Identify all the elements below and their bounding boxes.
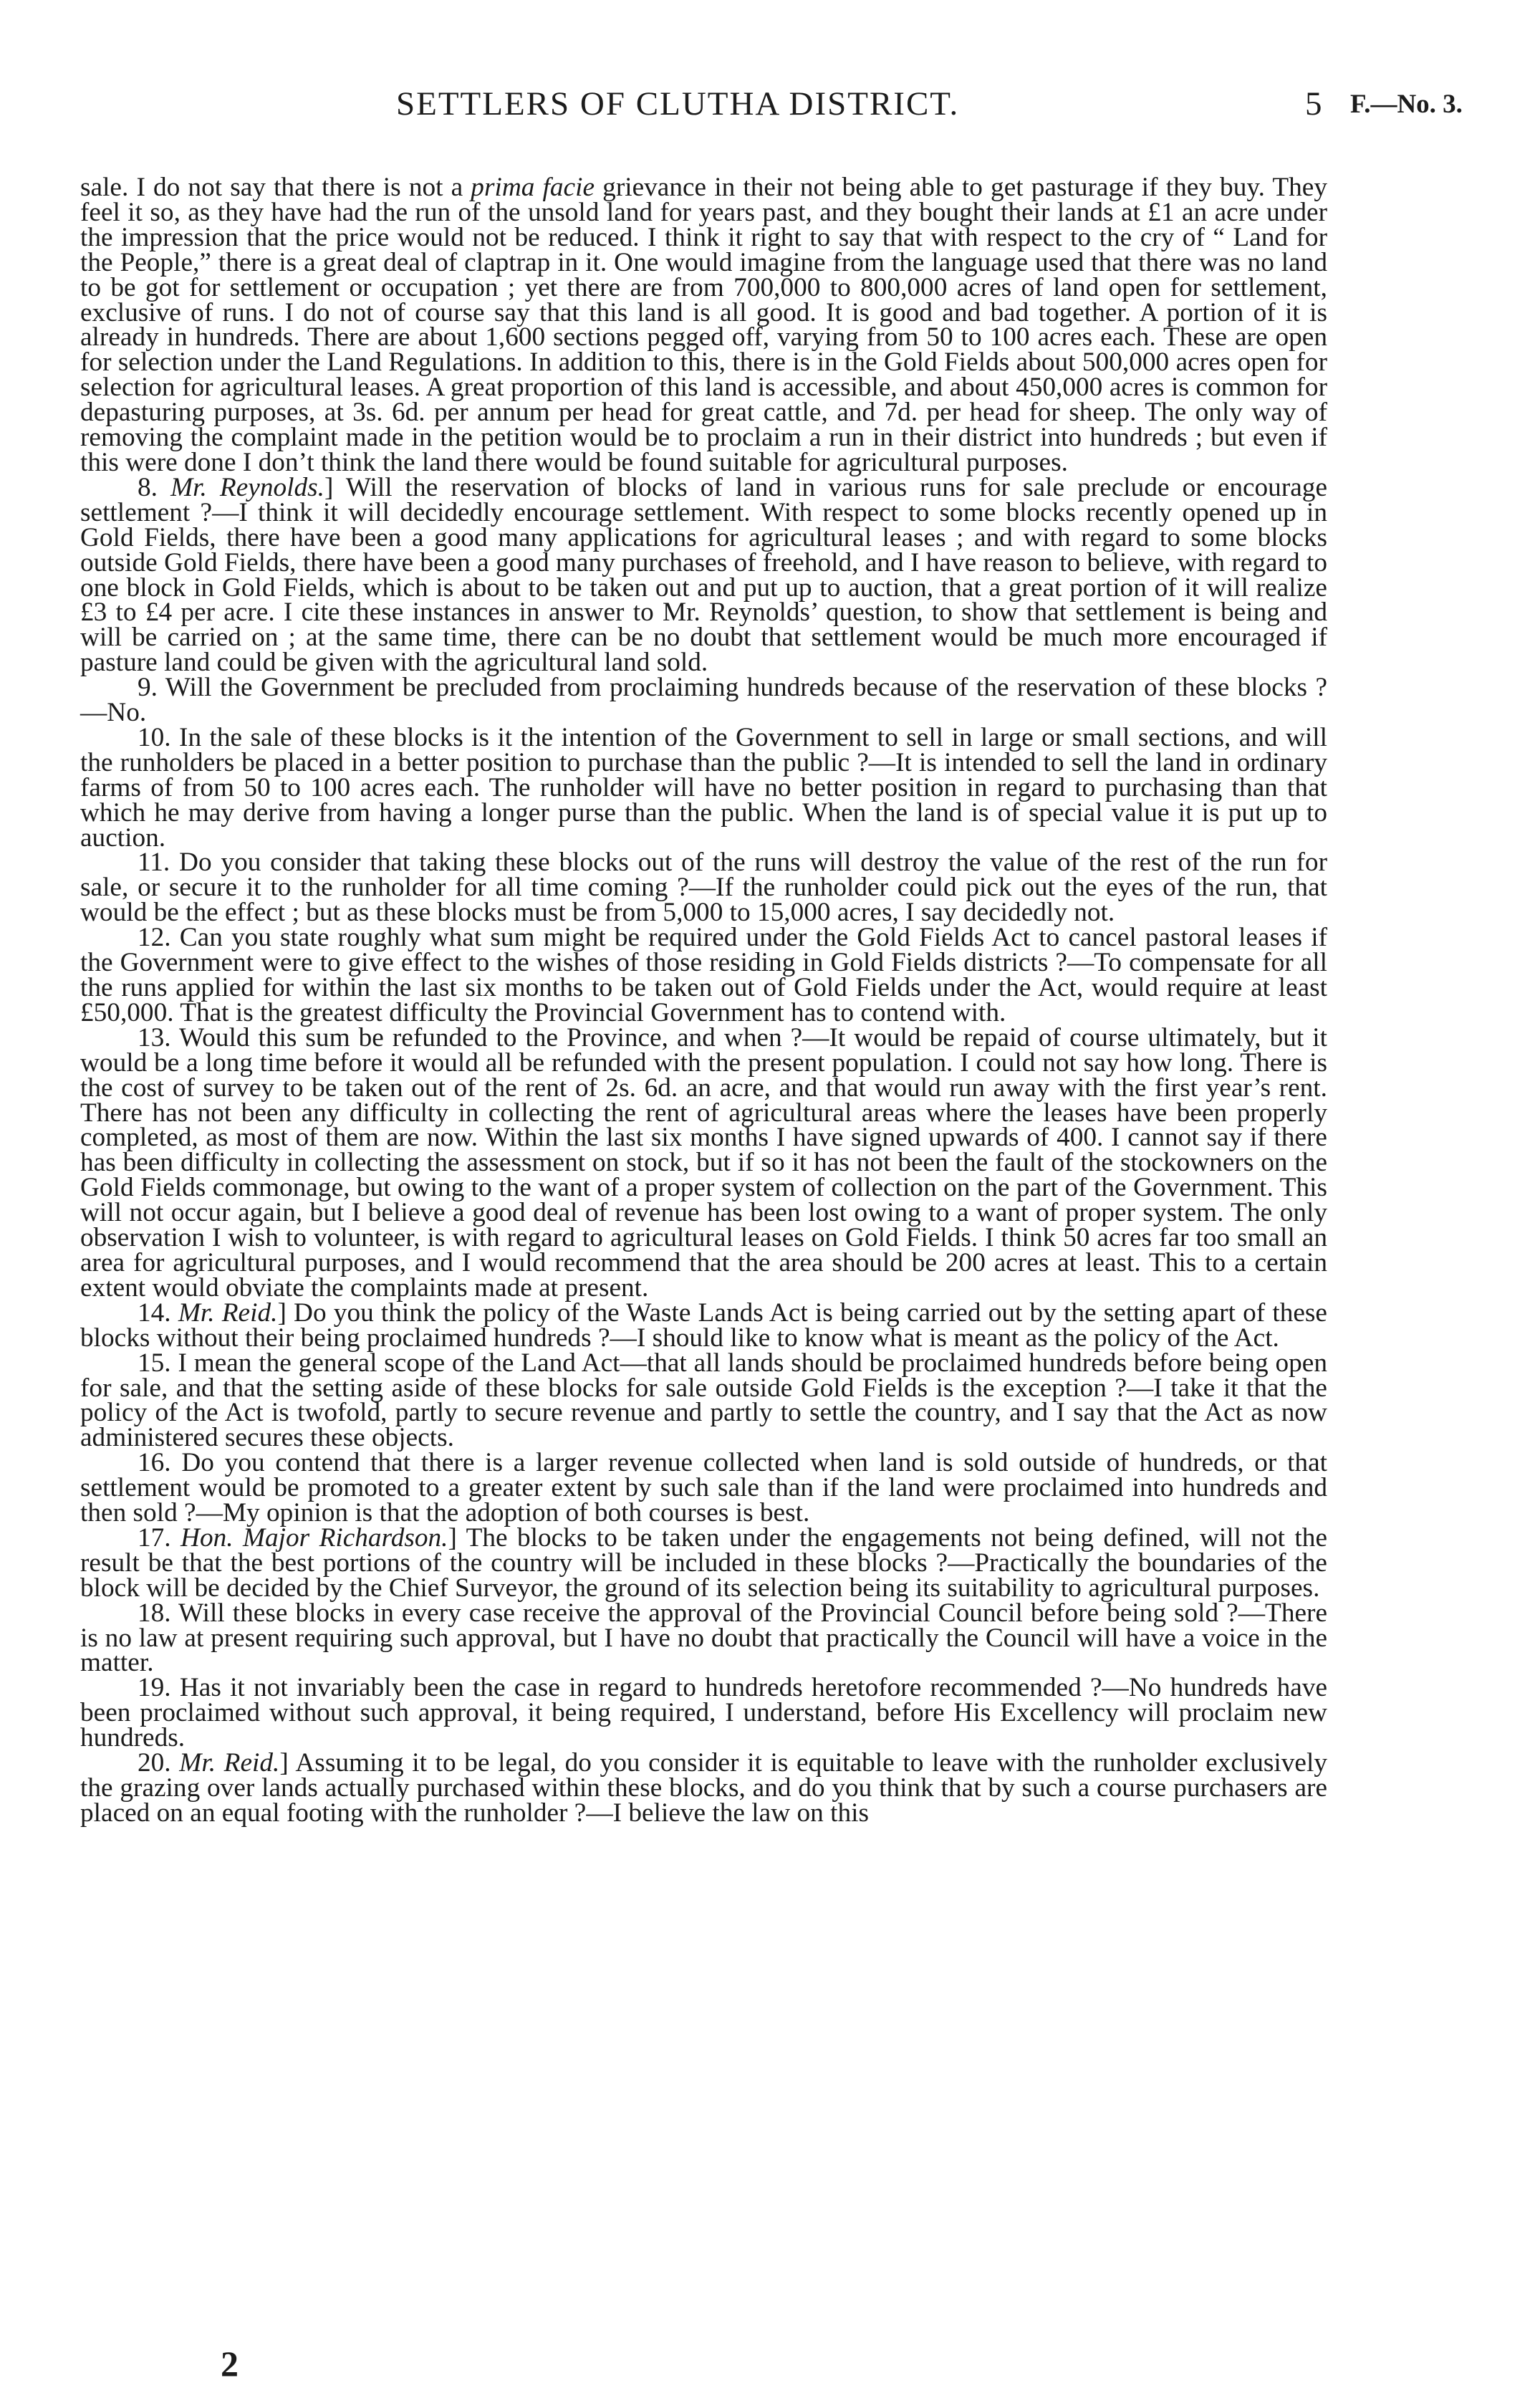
speaker-name: Mr. Reid.: [178, 1298, 278, 1328]
paragraph-text: 11. Do you consider that taking these blocks out of the runs will destroy the value of the rest of the run for sale, or secure it to the runholder for all time coming ?—If the runholder could pick out the eyes of the run, that would be the effect ; but as these blocks must be from 5,000 to 15,000 acres, I say decidedly not.: [80, 848, 1327, 928]
paragraph-text: 16. Do you contend that there is a larger revenue collected when land is sold outside of hundreds, or that settlement would be promoted to a greater extent by such sale than if the land were proclaimed into hundreds and then sold ?—My opinion is that the adoption of both courses is best.: [80, 1448, 1327, 1528]
paragraph-text: sale. I do not say that there is not a: [80, 173, 471, 202]
paragraph-text: 14.: [138, 1298, 178, 1328]
paper-reference: F.—No. 3.: [1350, 90, 1463, 119]
paragraph-text: 13. Would this sum be refunded to the Province, and when ?—It would be repaid of course ultimately, but it would be a long time before it would all be refunded with the present population. I could not say how long. There is the cost of survey to be taken out of the rent of 2s. 6d. an acre, and that would run away with the first year’s rent. There has not been any difficulty in collecting the rent of agricultural areas where the leases have been properly completed, as most of them are now. Within the last six months I have signed upwards of 400. I cannot say if there has been difficulty in collecting the assessment on stock, but if so it has not been the fault of the stockowners on the Gold Fields commonage, but owing to the want of a proper system of collection on the part of the Government. This will not occur again, but I believe a good deal of revenue has been lost owing to a want of proper system. The only observation I wish to volunteer, is with regard to agricultural leases on Gold Fields. I think 50 acres far too small an area for agricultural purposes, and I would recommend that the area should be 200 acres at least. This to a certain extent would obviate the complaints made at present.: [80, 1022, 1327, 1303]
paragraph-text: 8.: [138, 472, 171, 502]
paragraph-text: 17.: [138, 1522, 181, 1553]
paragraph-text: ] Do you think the policy of the Waste Lands Act is being carried out by the setting apart of these blocks without their being proclaimed hundreds ?—I should like to know what is meant as the policy of the Act.: [80, 1298, 1327, 1353]
paragraph-text: 10. In the sale of these blocks is it the intention of the Government to sell in large or small sections, and will the runholders be placed in a better position to purchase than the public ?—It is intended to sell the land in ordinary farms of from 50 to 100 acres each. The runholder will have no better position in regard to purchasing than that which he may derive from having a longer purse than the public. When the land is of special value it is put up to auction.: [80, 722, 1327, 853]
paragraph: [80, 472, 1327, 678]
paragraph: [80, 722, 1327, 853]
paragraph-text: 19. Has it not invariably been the case in regard to hundreds heretofore recommended ?—No hundreds have been proclaimed without such approval, it being required, I understand, before His Excellency will proclaim new hundreds.: [80, 1673, 1327, 1753]
paragraph: [80, 1448, 1327, 1528]
paragraph: [80, 1348, 1327, 1453]
running-title: SETTLERS OF CLUTHA DISTRICT.: [396, 85, 960, 123]
speaker-name: Hon. Major Richardson.: [181, 1522, 448, 1553]
paragraph-text: 9. Will the Government be precluded from proclaiming hundreds because of the reservation of these blocks ?—No.: [80, 673, 1327, 728]
paragraph: [80, 173, 1327, 477]
body-text: [80, 173, 1327, 1828]
paragraph-text: ] Assuming it to be legal, do you consider it is equitable to leave with the runholder exclusively the grazing over lands actually purchased within these blocks, and do you think that by such a course purchasers are placed on an equal footing with the runholder ?—I believe the law on this: [80, 1748, 1327, 1828]
paragraph: [80, 1673, 1327, 1753]
paragraph: [80, 1298, 1327, 1353]
paragraph: [80, 850, 1327, 926]
page-header: [0, 85, 1540, 135]
paragraph-text: ] The blocks to be taken under the engagements not being defined, will not the result be that the best portions of the country will be included in these blocks ?—Practically the boundaries of the block will be decided by the Chief Surveyor, the ground of its selection being its suitability to agricultural purposes.: [80, 1522, 1327, 1603]
speaker-name: Mr. Reynolds.: [170, 472, 324, 502]
page-number: 5: [1305, 85, 1322, 123]
paragraph-text: 18. Will these blocks in every case receive the approval of the Provincial Council before being sold ?—There is no law at present requiring such approval, but I have no doubt that practically the Council will have a voice in the matter.: [80, 1598, 1327, 1678]
paragraph: [80, 923, 1327, 1027]
paragraph: [80, 1522, 1327, 1603]
paragraph-text: ] Will the reservation of blocks of land in various runs for sale preclude or encourage settlement ?—I think it will decidedly encourage settlement. With respect to some blocks recently opened up in Gold Fields, there have been a good many applications for agricultural leases ; and with regard to some blocks outside Gold Fields, there have been a good many purchases of freehold, and I have reason to believe, with regard to one block in Gold Fields, which is about to be taken out and put up to auction, that a great portion of it will realize £3 to £4 per acre. I cite these instances in answer to Mr. Reynolds’ question, to show that settlement is being and will be carried on ; at the same time, there can be no doubt that settlement would be much more encouraged if pasture land could be given with the agricultural land sold.: [80, 472, 1327, 678]
signature-mark: 2: [221, 2344, 239, 2384]
paragraph: [80, 1022, 1327, 1303]
paragraph-text: 15. I mean the general scope of the Land Act—that all lands should be proclaimed hundreds before being open for sale, and that the setting aside of these blocks for sale outside Gold Fields is the exception ?—I take it that the policy of the Act is twofold, partly to secure revenue and partly to settle the country, and I say that the Act as now administered secures these objects.: [80, 1348, 1327, 1453]
speaker-name: Mr. Reid.: [179, 1748, 280, 1778]
paragraph: [80, 673, 1327, 728]
paragraph-text: 12. Can you state roughly what sum might be required under the Gold Fields Act to cancel pastoral leases if the Government were to give effect to the wishes of those residing in Gold Fields districts ?—To compensate for all the runs applied for within the last six months to be taken out of Gold Fields under the Act, would require at least £50,000. That is the greatest difficulty the Provincial Government has to contend with.: [80, 923, 1327, 1027]
speaker-name: prima facie: [471, 173, 595, 202]
paragraph-text: grievance in their not being able to get pasturage if they buy. They feel it so, as they have had the run of the unsold land for years past, and they bought their lands at £1 an acre under the impression that the price would not be reduced. I think it right to say that with respect to the cry of “ Land for the People,” there is a great deal of claptrap in it. One would imagine from the language used that there was no land to be got for settlement or occupation ; yet there are from 700,000 to 800,000 acres of land open for settlement, exclusive of runs. I do not of course say that this land is all good. It is good and bad together. A portion of it is already in hundreds. There are about 1,600 sections pegged off, varying from 50 to 100 acres each. These are open for selection under the Land Regulations. In addition to this, there is in the Gold Fields about 500,000 acres open for selection for agricultural leases. A great proportion of this land is accessible, and about 450,000 acres is common for depasturing purposes, at 3s. 6d. per annum per head for great cattle, and 7d. per head for sheep. The only way of removing the complaint made in the petition would be to proclaim a run in their district into hundreds ; but even if this were done I don’t think the land there would be found suitable for agricultural purposes.: [80, 173, 1327, 477]
paragraph: [80, 1748, 1327, 1828]
paragraph-text: 20.: [138, 1748, 180, 1778]
paragraph: [80, 1598, 1327, 1678]
